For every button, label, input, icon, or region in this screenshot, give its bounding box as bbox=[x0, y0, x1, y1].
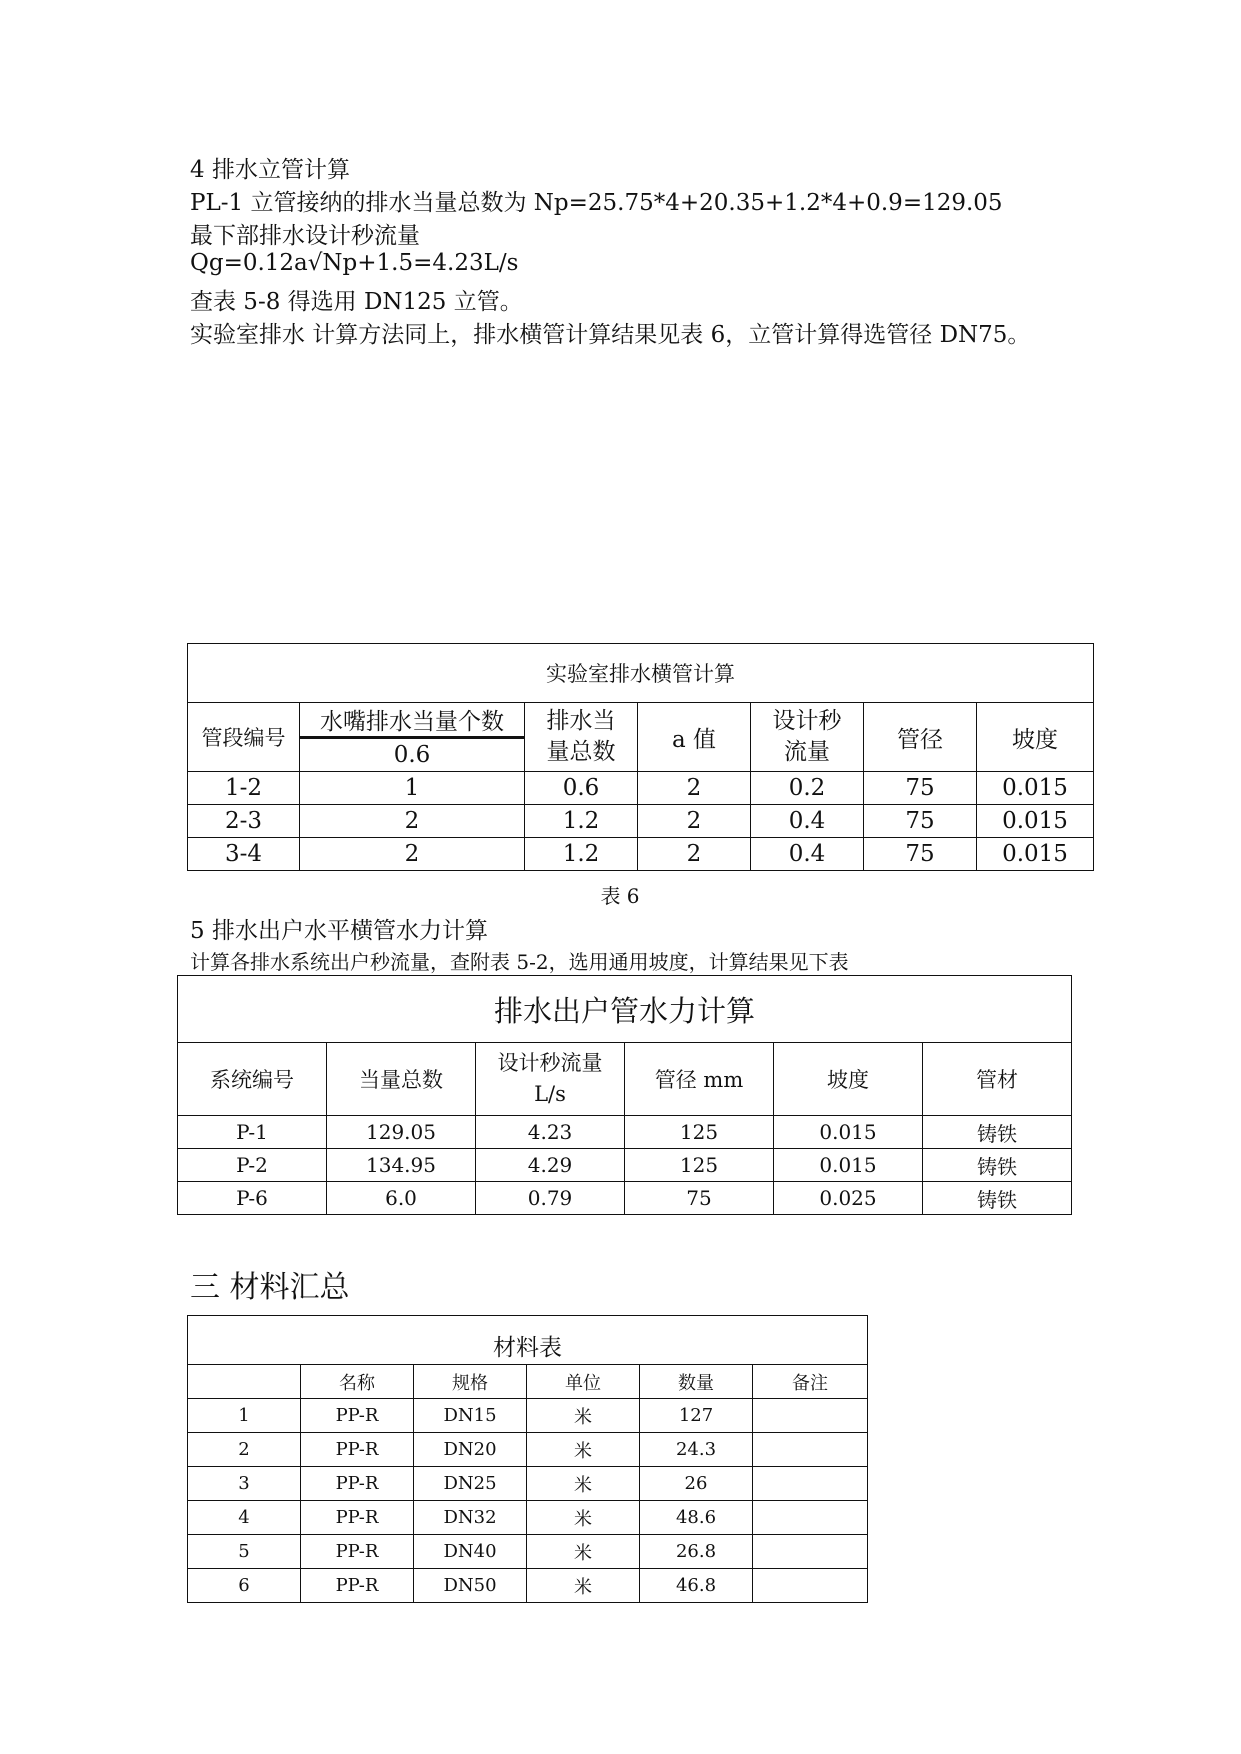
outlet-header: 系统编号 bbox=[178, 1043, 327, 1116]
table6-header-a-value: a 值 bbox=[638, 703, 751, 772]
cell: 0.025 bbox=[774, 1182, 923, 1215]
material-table bbox=[187, 1315, 868, 1603]
cell: 2 bbox=[638, 838, 751, 871]
cell: DN50 bbox=[414, 1569, 527, 1603]
material-header: 规格 bbox=[414, 1365, 527, 1399]
lab-drain-branch-table bbox=[187, 643, 1094, 871]
material-header bbox=[188, 1365, 301, 1399]
table-row bbox=[188, 1399, 868, 1433]
cell: 0.4 bbox=[751, 838, 864, 871]
outlet-header: 设计秒流量 L/s bbox=[476, 1043, 625, 1116]
table6-header-total-equiv: 排水当 量总数 bbox=[525, 703, 638, 772]
cell: P-1 bbox=[178, 1116, 327, 1149]
cell bbox=[753, 1569, 868, 1603]
cell: 2-3 bbox=[188, 805, 300, 838]
cell: 125 bbox=[625, 1116, 774, 1149]
table-row bbox=[188, 1569, 868, 1603]
cell bbox=[753, 1535, 868, 1569]
cell: 米 bbox=[527, 1399, 640, 1433]
table-row bbox=[178, 1149, 1072, 1182]
outlet-header: 当量总数 bbox=[327, 1043, 476, 1116]
cell: 6.0 bbox=[327, 1182, 476, 1215]
cell: 3-4 bbox=[188, 838, 300, 871]
cell: 0.015 bbox=[774, 1116, 923, 1149]
cell bbox=[753, 1501, 868, 1535]
cell bbox=[753, 1433, 868, 1467]
section4-line1: PL-1 立管接纳的排水当量总数为 Np=25.75*4+20.35+1.2*4+0.9=129.05 bbox=[190, 190, 1003, 216]
table6-header-fixture-group: 水嘴排水当量个数 bbox=[300, 703, 525, 738]
cell: 75 bbox=[864, 838, 977, 871]
cell: P-6 bbox=[178, 1182, 327, 1215]
cell: 26 bbox=[640, 1467, 753, 1501]
cell: 米 bbox=[527, 1535, 640, 1569]
cell: PP-R bbox=[301, 1399, 414, 1433]
cell: 125 bbox=[625, 1149, 774, 1182]
outlet-header: 管材 bbox=[923, 1043, 1072, 1116]
table-row bbox=[188, 805, 1094, 838]
material-header: 数量 bbox=[640, 1365, 753, 1399]
cell: 1-2 bbox=[188, 772, 300, 805]
cell: 4.29 bbox=[476, 1149, 625, 1182]
cell: 127 bbox=[640, 1399, 753, 1433]
table-row bbox=[188, 1535, 868, 1569]
table6-header-segment: 管段编号 bbox=[188, 703, 300, 772]
cell: 48.6 bbox=[640, 1501, 753, 1535]
cell: 0.015 bbox=[774, 1149, 923, 1182]
cell: PP-R bbox=[301, 1535, 414, 1569]
cell: 75 bbox=[864, 772, 977, 805]
table-row bbox=[178, 1116, 1072, 1149]
cell: 铸铁 bbox=[923, 1149, 1072, 1182]
table-row bbox=[178, 1182, 1072, 1215]
cell: 0.6 bbox=[525, 772, 638, 805]
cell: 24.3 bbox=[640, 1433, 753, 1467]
material-header: 备注 bbox=[753, 1365, 868, 1399]
cell: DN20 bbox=[414, 1433, 527, 1467]
section5-heading: 5 排水出户水平横管水力计算 bbox=[190, 918, 488, 944]
cell: 米 bbox=[527, 1501, 640, 1535]
cell: 5 bbox=[188, 1535, 301, 1569]
cell: PP-R bbox=[301, 1433, 414, 1467]
outlet-header: 坡度 bbox=[774, 1043, 923, 1116]
section4-heading: 4 排水立管计算 bbox=[190, 157, 350, 183]
cell bbox=[753, 1467, 868, 1501]
outlet-table-title: 排水出户管水力计算 bbox=[178, 976, 1072, 1043]
cell: 0.015 bbox=[977, 838, 1094, 871]
cell: 75 bbox=[864, 805, 977, 838]
material-header: 名称 bbox=[301, 1365, 414, 1399]
cell: 1 bbox=[300, 772, 525, 805]
cell: 26.8 bbox=[640, 1535, 753, 1569]
cell: 0.015 bbox=[977, 805, 1094, 838]
cell: PP-R bbox=[301, 1467, 414, 1501]
cell: 46.8 bbox=[640, 1569, 753, 1603]
cell: PP-R bbox=[301, 1569, 414, 1603]
table6-header-slope: 坡度 bbox=[977, 703, 1094, 772]
outlet-pipe-table bbox=[177, 975, 1072, 1215]
cell: 2 bbox=[300, 838, 525, 871]
table6-caption: 表 6 bbox=[600, 884, 640, 908]
cell: 2 bbox=[638, 805, 751, 838]
cell: 75 bbox=[625, 1182, 774, 1215]
cell: P-2 bbox=[178, 1149, 327, 1182]
cell: 1 bbox=[188, 1399, 301, 1433]
cell: 2 bbox=[188, 1433, 301, 1467]
cell: 米 bbox=[527, 1433, 640, 1467]
cell: 铸铁 bbox=[923, 1116, 1072, 1149]
table-row bbox=[188, 772, 1094, 805]
table-row bbox=[188, 1433, 868, 1467]
cell: 1.2 bbox=[525, 805, 638, 838]
table-row bbox=[188, 1501, 868, 1535]
cell: 4.23 bbox=[476, 1116, 625, 1149]
material-table-title: 材料表 bbox=[188, 1316, 868, 1365]
cell: DN25 bbox=[414, 1467, 527, 1501]
cell: 1.2 bbox=[525, 838, 638, 871]
cell: 134.95 bbox=[327, 1149, 476, 1182]
table6-header-diameter: 管径 bbox=[864, 703, 977, 772]
cell: 2 bbox=[300, 805, 525, 838]
section4-line4: 查表 5-8 得选用 DN125 立管。 bbox=[190, 289, 523, 315]
outlet-header: 管径 mm bbox=[625, 1043, 774, 1116]
section4-line3: Qg=0.12a√Np+1.5=4.23L/s bbox=[190, 250, 519, 276]
cell: 0.79 bbox=[476, 1182, 625, 1215]
cell: 4 bbox=[188, 1501, 301, 1535]
cell: 铸铁 bbox=[923, 1182, 1072, 1215]
cell: DN32 bbox=[414, 1501, 527, 1535]
cell: 0.4 bbox=[751, 805, 864, 838]
material-header: 单位 bbox=[527, 1365, 640, 1399]
cell: DN40 bbox=[414, 1535, 527, 1569]
cell: 0.015 bbox=[977, 772, 1094, 805]
section5-intro: 计算各排水系统出户秒流量，查附表 5-2，选用通用坡度，计算结果见下表 bbox=[190, 950, 849, 974]
section4-line5: 实验室排水 计算方法同上，排水横管计算结果见表 6，立管计算得选管径 DN75。 bbox=[190, 322, 1031, 348]
table6-title: 实验室排水横管计算 bbox=[188, 644, 1094, 703]
cell: 米 bbox=[527, 1467, 640, 1501]
cell: PP-R bbox=[301, 1501, 414, 1535]
cell bbox=[753, 1399, 868, 1433]
table-row bbox=[188, 1467, 868, 1501]
cell: 3 bbox=[188, 1467, 301, 1501]
cell: 0.2 bbox=[751, 772, 864, 805]
section4-line2: 最下部排水设计秒流量 bbox=[190, 223, 420, 249]
table-row bbox=[188, 838, 1094, 871]
cell: 129.05 bbox=[327, 1116, 476, 1149]
table6-header-design-flow: 设计秒 流量 bbox=[751, 703, 864, 772]
section3-heading: 三 材料汇总 bbox=[190, 1270, 350, 1305]
cell: DN15 bbox=[414, 1399, 527, 1433]
cell: 米 bbox=[527, 1569, 640, 1603]
cell: 2 bbox=[638, 772, 751, 805]
cell: 6 bbox=[188, 1569, 301, 1603]
table6-header-fixture-sub: 0.6 bbox=[300, 738, 525, 772]
